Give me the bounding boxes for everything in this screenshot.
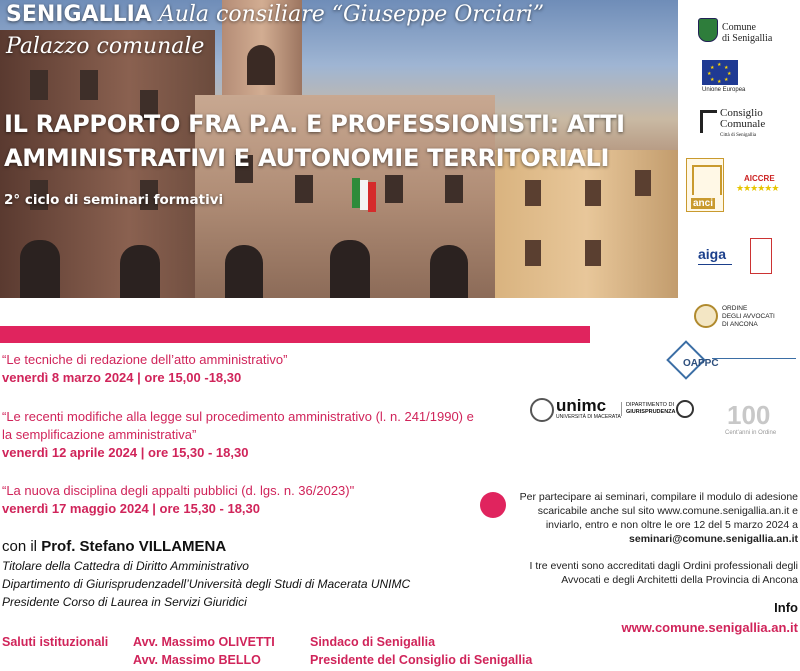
eu-label: Unione Europea bbox=[702, 87, 746, 93]
dipartimento-line1: DIPARTIMENTO DI bbox=[626, 402, 674, 408]
venue-name: Aula consiliare “Giuseppe Orciari” bbox=[158, 2, 545, 27]
logos-column bbox=[678, 0, 800, 298]
speaker-credential-3: Presidente Corso di Laurea in Servizi Giuridici bbox=[2, 595, 247, 609]
speaker-prefix: con il bbox=[2, 538, 38, 555]
aiccre-logo bbox=[736, 172, 792, 208]
accent-bar bbox=[0, 326, 590, 343]
seminar-3-date: venerdì 17 maggio 2024 | ore 15,30 - 18,30 bbox=[2, 501, 261, 516]
info-url-link[interactable]: www.comune.senigallia.an.it bbox=[621, 620, 798, 635]
info-email[interactable]: seminari@comune.senigallia.an.it bbox=[629, 533, 798, 545]
info-heading: Info bbox=[774, 600, 798, 615]
aiccre-stars-icon: ★★★★★★ bbox=[736, 184, 779, 194]
aiga-label: aiga bbox=[698, 246, 727, 262]
anci-logo bbox=[686, 158, 724, 212]
seminar-1-date: venerdì 8 marzo 2024 | ore 15,00 -18,30 bbox=[2, 370, 242, 385]
saluti-role-1: Sindaco di Senigallia bbox=[310, 635, 436, 649]
unimc-sub: UNIVERSITÀ DI MACERATA bbox=[556, 414, 621, 420]
eu-flag-icon: ★ ★ ★ ★ ★ ★ ★ ★ bbox=[702, 60, 738, 85]
seminar-2-title-line2: la semplificazione amministrativa” bbox=[2, 427, 197, 442]
aiccre-label: AICCRE bbox=[744, 174, 775, 183]
saluti-name-2: Avv. Massimo BELLO bbox=[133, 653, 261, 667]
ordine-line1: ORDINE bbox=[722, 305, 748, 312]
consiglio-mark-icon bbox=[700, 110, 717, 133]
saluti-label: Saluti istituzionali bbox=[2, 635, 109, 649]
seminar-1-title: “Le tecniche di redazione dell’atto amministrativo” bbox=[2, 352, 288, 367]
cento-anni-sub: Cent'anni in Ordine bbox=[725, 430, 777, 436]
speaker-line bbox=[2, 538, 226, 555]
page-subtitle: 2° ciclo di seminari formativi bbox=[4, 192, 224, 208]
page-title bbox=[4, 107, 625, 175]
city-name: SENIGALLIA bbox=[6, 2, 152, 27]
oappc-label: OAPPC bbox=[683, 358, 719, 369]
seminar-3-title: “La nuova disciplina degli appalti pubblici (d. lgs. n. 36/2023)" bbox=[2, 483, 355, 498]
seminar-2-title: “Le recenti modifiche alla legge sul procedimento amministrativo (l. n. 241/1990) e bbox=[2, 409, 474, 424]
logo-comune bbox=[722, 22, 772, 44]
hero-text bbox=[0, 0, 678, 298]
speaker-credential-2: Dipartimento di Giurisprudenzadell’Università degli Studi di Macerata UNIMC bbox=[2, 577, 411, 591]
logo-consiglio-line3: Città di Senigallia bbox=[720, 133, 757, 138]
ordine-line2: DEGLI AVVOCATI bbox=[722, 313, 775, 320]
dipartimento-line2: GIURISPRUDENZA bbox=[626, 409, 676, 415]
dipartimento-eccellenza-icon bbox=[676, 400, 694, 418]
comune-crest-icon bbox=[698, 18, 718, 42]
anci-label: anci bbox=[693, 198, 714, 209]
info-text-1: Per partecipare ai seminari, compilare il modulo di adesione bbox=[519, 491, 798, 503]
info-text-6: Avvocati e degli Architetti della Provincia di Ancona bbox=[561, 574, 798, 586]
logo-comune-line1: Comune bbox=[722, 22, 756, 33]
seminar-2-date: venerdì 12 aprile 2024 | ore 15,30 - 18,30 bbox=[2, 445, 249, 460]
logo-comune-line2: di Senigallia bbox=[722, 33, 773, 44]
info-text-3: inviarlo, entro e non oltre le ore 12 del 5 marzo 2024 a bbox=[545, 519, 798, 531]
speaker-name: Prof. Stefano VILLAMENA bbox=[41, 538, 227, 555]
cento-anni-label: 100 bbox=[727, 400, 771, 430]
info-text-2: scaricabile anche sul sito www.comune.senigallia.an.it e bbox=[537, 505, 798, 517]
logo-consiglio bbox=[720, 108, 765, 141]
camera-avvocati-logo-icon bbox=[750, 238, 772, 274]
logo-ordine-avvocati bbox=[722, 305, 775, 329]
saluti-name-1: Avv. Massimo OLIVETTI bbox=[133, 635, 275, 649]
logo-consiglio-line1: Consiglio bbox=[720, 107, 763, 119]
title-line-1: IL RAPPORTO FRA P.A. E PROFESSIONISTI: ATTI bbox=[4, 110, 625, 138]
oappc-line bbox=[712, 358, 796, 363]
header-city-line bbox=[6, 2, 544, 27]
title-line-2: AMMINISTRATIVI E AUTONOMIE TERRITORIALI bbox=[4, 144, 610, 172]
building-name: Palazzo comunale bbox=[6, 34, 205, 59]
logo-dipartimento bbox=[621, 402, 676, 416]
aiga-underline bbox=[698, 264, 732, 271]
speaker-credential-1: Titolare della Cattedra di Diritto Amministrativo bbox=[2, 559, 249, 573]
info-text-5: I tre eventi sono accreditati dagli Ordini professionali degli bbox=[529, 560, 798, 572]
ordine-line3: DI ANCONA bbox=[722, 321, 758, 328]
info-dot bbox=[480, 492, 506, 518]
ordine-avvocati-seal-icon bbox=[694, 304, 718, 328]
saluti-role-2: Presidente del Consiglio di Senigallia bbox=[310, 653, 533, 667]
logo-consiglio-line2: Comunale bbox=[720, 118, 766, 130]
unimc-label: unimc bbox=[556, 396, 607, 415]
unimc-seal-icon bbox=[530, 398, 554, 422]
